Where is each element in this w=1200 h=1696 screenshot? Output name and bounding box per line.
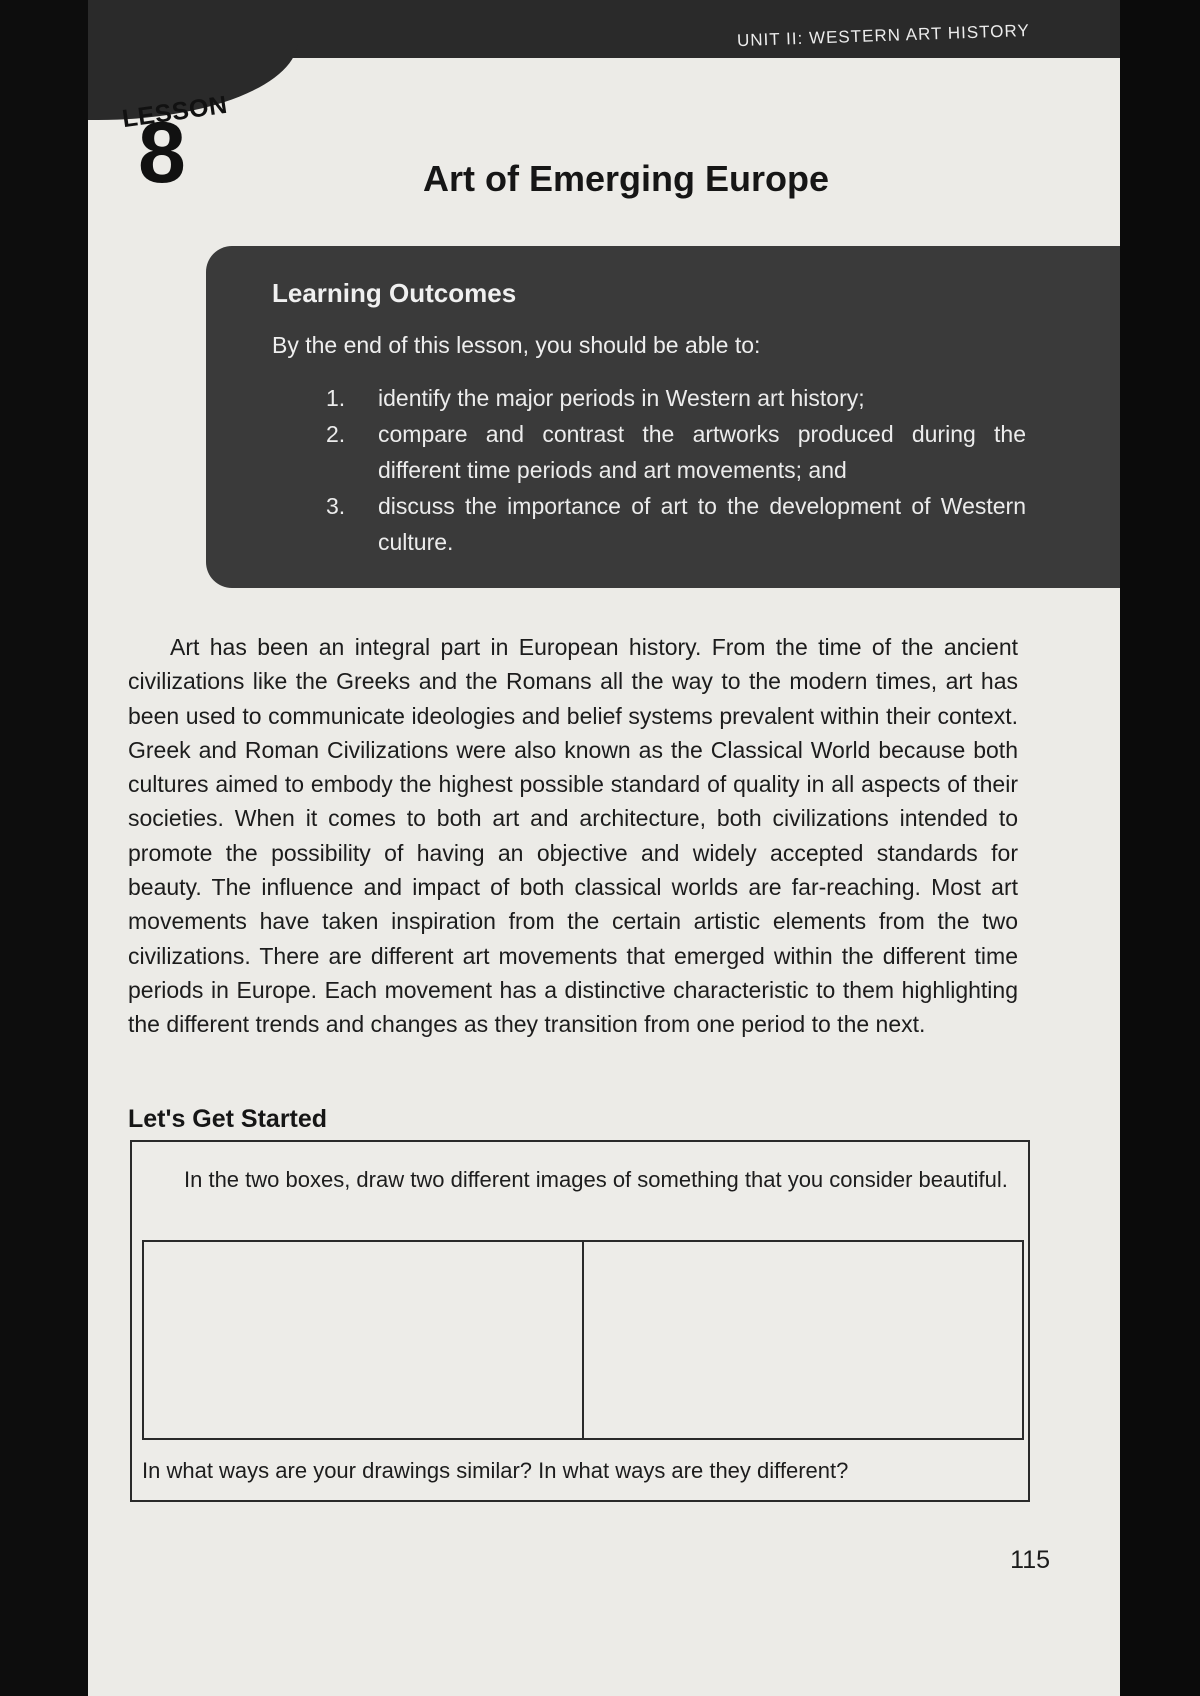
scan-edge-right bbox=[1120, 0, 1200, 1696]
scan-edge-left bbox=[0, 0, 88, 1696]
drawing-box-left[interactable] bbox=[144, 1242, 582, 1438]
list-item-number: 3. bbox=[326, 493, 346, 519]
activity-question: In what ways are your drawings similar? In what ways are they different? bbox=[142, 1458, 849, 1483]
list-item-number: 2. bbox=[326, 421, 346, 447]
lesson-number: 8 bbox=[138, 105, 186, 201]
learning-outcomes-intro: By the end of this lesson, you should be able to: bbox=[272, 332, 761, 358]
lesson-label: LESSON bbox=[120, 90, 230, 134]
list-item bbox=[326, 380, 1026, 416]
drawing-box-right[interactable] bbox=[582, 1242, 1022, 1438]
book-page bbox=[88, 0, 1120, 1696]
list-item-number: 1. bbox=[326, 385, 346, 411]
list-item bbox=[326, 416, 1026, 488]
list-item-text: discuss the importance of art to the development of Western culture. bbox=[378, 493, 1026, 555]
lesson-title: Art of Emerging Europe bbox=[423, 158, 830, 199]
learning-outcomes-list bbox=[326, 380, 1026, 560]
intro-paragraph: Art has been an integral part in European history. From the time of the ancient civilizations like the Greeks and the Romans all the way to the modern times, art has been used to communicate ideologies and belief systems prevalent within their context. Greek and Roman Civilizations were also known as the Classical World because both cultures aimed to embody the highest possible standard of quality in all aspects of their societies. When it comes to both art and architecture, both civilizations intended to promote the possibility of having an objective and widely accepted standards for beauty. The influence and impact of both classical worlds are far-reaching. Most art movements have taken inspiration from the certain artistic elements from the two civilizations. There are different art movements that emerged within the different time periods in Europe. Each movement has a distinctive characteristic to them highlighting the different trends and changes as they transition from one period to the next. bbox=[128, 634, 1018, 1038]
list-item bbox=[326, 488, 1026, 560]
drawing-area bbox=[142, 1240, 1024, 1440]
unit-label: UNIT II: WESTERN ART HISTORY bbox=[736, 20, 1031, 51]
list-item-text: identify the major periods in Western art history; bbox=[378, 385, 865, 411]
list-item-text: compare and contrast the artworks produced during the different time periods and art movements; and bbox=[378, 421, 1026, 483]
activity-box bbox=[130, 1140, 1030, 1502]
activity-instruction: In the two boxes, draw two different images of something that you consider beautiful. bbox=[184, 1167, 1008, 1192]
page-number: 115 bbox=[1010, 1546, 1050, 1574]
learning-outcomes-heading: Learning Outcomes bbox=[272, 278, 517, 308]
learning-outcomes-box bbox=[206, 246, 1120, 588]
lets-get-started-heading: Let's Get Started bbox=[128, 1105, 328, 1133]
